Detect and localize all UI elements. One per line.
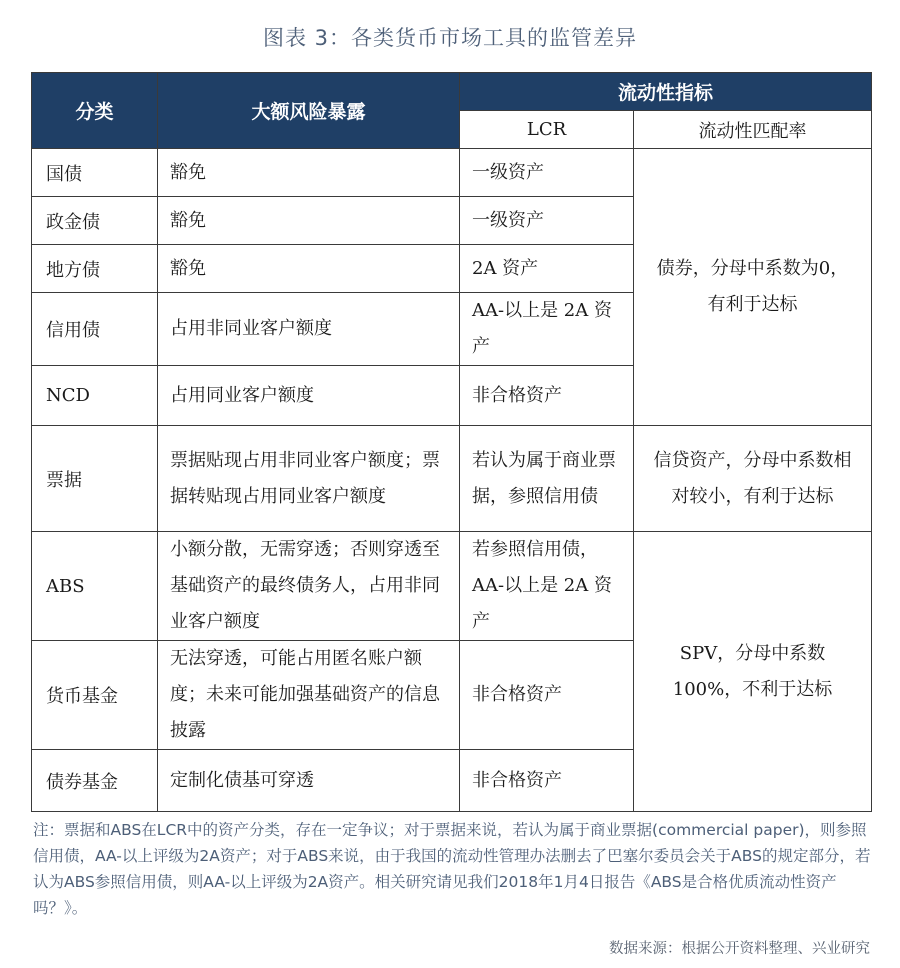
regulation-table xyxy=(31,72,872,812)
header-matching: 流动性匹配率 xyxy=(634,111,872,149)
category-cell: 信用债 xyxy=(32,293,158,366)
category-cell: 政金债 xyxy=(32,197,158,245)
exposure-cell: 豁免 xyxy=(158,149,460,197)
lcr-cell: 一级资产 xyxy=(460,149,634,197)
header-lcr: LCR xyxy=(460,111,634,149)
lcr-cell: 非合格资产 xyxy=(460,366,634,426)
header-category: 分类 xyxy=(32,73,158,149)
exposure-cell: 占用非同业客户额度 xyxy=(158,293,460,366)
footnote: 注：票据和ABS在LCR中的资产分类，存在一定争议；对于票据来说，若认为属于商业票据(commercial paper)，则参照信用债，AA-以上评级为2A资产；对于ABS来说，由于我国的流动性管理办法删去了巴塞尔委员会关于ABS的规定部分，若认为ABS参照信用债，则AA-以上评级为2A资产。相关研究请见我们2018年1月4日报告《ABS是合格优质流动性资产吗？》。 xyxy=(33,821,871,917)
exposure-cell: 票据贴现占用非同业客户额度；票据转贴现占用同业客户额度 xyxy=(158,426,460,532)
lcr-cell: 2A 资产 xyxy=(460,245,634,293)
category-cell: 国债 xyxy=(32,149,158,197)
matching-cell-spv: SPV，分母中系数100%，不利于达标 xyxy=(634,532,872,812)
exposure-cell: 小额分散，无需穿透；否则穿透至基础资产的最终债务人，占用非同业客户额度 xyxy=(158,532,460,641)
category-cell: ABS xyxy=(32,532,158,641)
table-row xyxy=(32,532,872,641)
exposure-cell: 豁免 xyxy=(158,245,460,293)
exposure-cell: 占用同业客户额度 xyxy=(158,366,460,426)
lcr-cell: AA-以上是 2A 资产 xyxy=(460,293,634,366)
table-row xyxy=(32,149,872,197)
lcr-cell: 若参照信用债，AA-以上是 2A 资产 xyxy=(460,532,634,641)
category-cell: 地方债 xyxy=(32,245,158,293)
exposure-cell: 定制化债基可穿透 xyxy=(158,750,460,812)
category-cell: 货币基金 xyxy=(32,641,158,750)
category-cell: NCD xyxy=(32,366,158,426)
header-liquidity: 流动性指标 xyxy=(460,73,872,111)
lcr-cell: 一级资产 xyxy=(460,197,634,245)
data-source: 数据来源：根据公开资料整理、兴业研究 xyxy=(609,941,870,957)
table-row xyxy=(32,426,872,532)
table-header-row xyxy=(32,73,872,111)
header-exposure: 大额风险暴露 xyxy=(158,73,460,149)
lcr-cell: 非合格资产 xyxy=(460,750,634,812)
lcr-cell: 若认为属于商业票据，参照信用债 xyxy=(460,426,634,532)
lcr-cell: 非合格资产 xyxy=(460,641,634,750)
category-cell: 债券基金 xyxy=(32,750,158,812)
matching-cell-credit: 信贷资产，分母中系数相对较小，有利于达标 xyxy=(634,426,872,532)
category-cell: 票据 xyxy=(32,426,158,532)
page-title: 图表 3：各类货币市场工具的监管差异 xyxy=(262,26,638,50)
exposure-cell: 无法穿透，可能占用匿名账户额度；未来可能加强基础资产的信息披露 xyxy=(158,641,460,750)
matching-cell-bonds: 债券，分母中系数为0，有利于达标 xyxy=(634,149,872,426)
exposure-cell: 豁免 xyxy=(158,197,460,245)
